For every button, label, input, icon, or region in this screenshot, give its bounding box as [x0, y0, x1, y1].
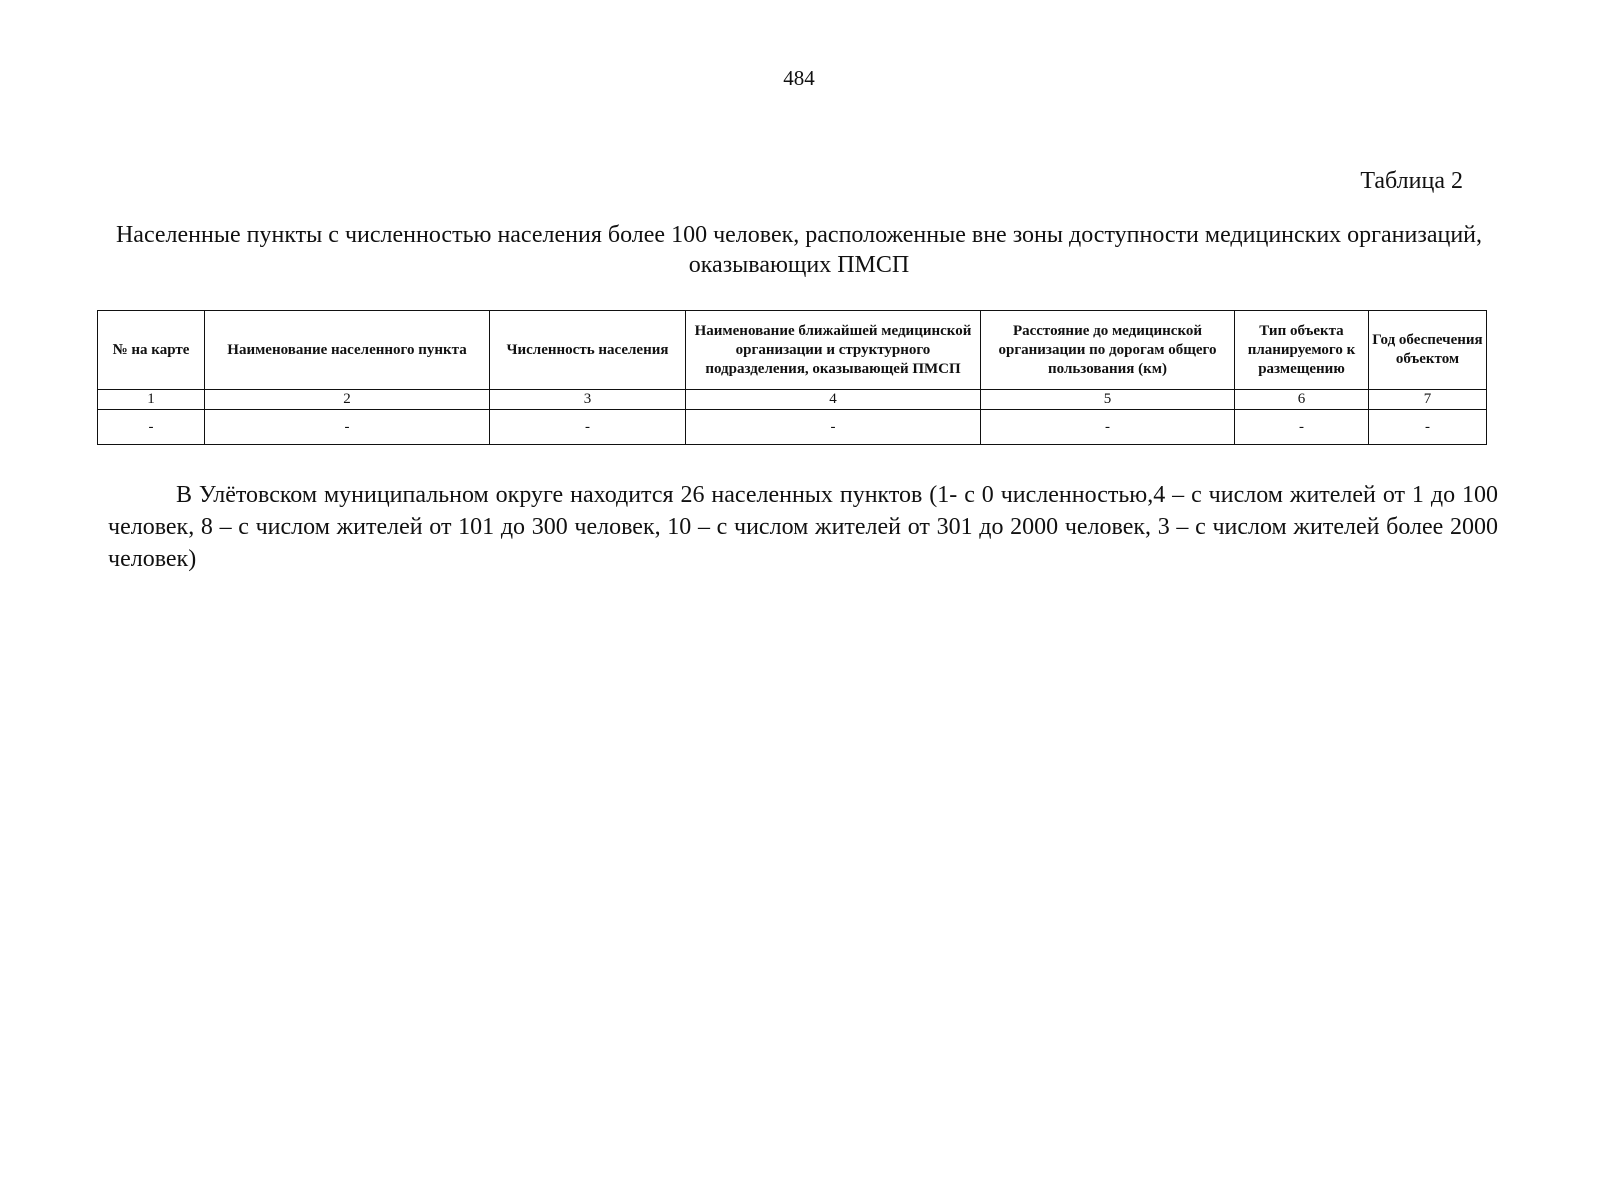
table-cell: - — [1235, 410, 1369, 445]
column-number: 6 — [1235, 390, 1369, 410]
header-distance: Расстояние до медицинской организации по дорогам общего пользования (км) — [981, 311, 1235, 390]
header-map-number: № на карте — [98, 311, 205, 390]
table-cell: - — [686, 410, 981, 445]
table-cell: - — [490, 410, 686, 445]
header-population: Численность населения — [490, 311, 686, 390]
column-number: 4 — [686, 390, 981, 410]
column-number: 5 — [981, 390, 1235, 410]
table-cell: - — [205, 410, 490, 445]
page-number: 484 — [783, 66, 815, 90]
table-header-row — [98, 311, 1487, 390]
column-number: 1 — [98, 390, 205, 410]
header-object-type: Тип объекта планируемого к размещению — [1235, 311, 1369, 390]
table-cell: - — [1369, 410, 1487, 445]
table-title: Населенные пункты с численностью населения более 100 человек, расположенные вне зоны доступности медицинских организаций, оказывающих ПМСП — [115, 222, 1483, 278]
header-provision-year: Год обеспечения объектом — [1369, 311, 1487, 390]
column-number: 7 — [1369, 390, 1487, 410]
body-paragraph: В Улётовском муниципальном округе находится 26 населенных пунктов (1- с 0 численностью,4 – с числом жителей от 1 до 100 человек, 8 – с числом жителей от 101 до 300 человек, 10 – с числом жителей от 301 до 2000 человек, 3 – с числом жителей более 2000 человек) — [108, 482, 1498, 572]
table-caption: Таблица 2 — [1360, 168, 1463, 194]
data-table — [97, 310, 1487, 445]
header-nearest-organization: Наименование ближайшей медицинской организации и структурного подразделения, оказывающей ПМСП — [686, 311, 981, 390]
table-cell: - — [98, 410, 205, 445]
column-number-row — [98, 390, 1487, 410]
table-cell: - — [981, 410, 1235, 445]
column-number: 2 — [205, 390, 490, 410]
header-settlement-name: Наименование населенного пункта — [205, 311, 490, 390]
table-row — [98, 410, 1487, 445]
column-number: 3 — [490, 390, 686, 410]
